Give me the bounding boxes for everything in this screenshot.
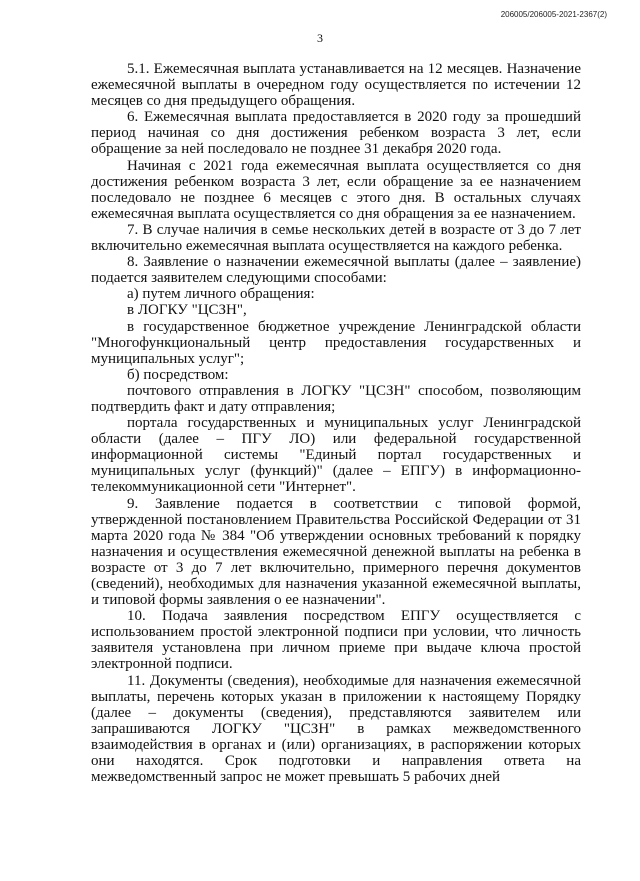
paragraph-8-b-item-2: портала государственных и муниципальных услуг Ленинградской области (далее – ПГУ ЛО) или федеральной государственной информационной системы "Единый портал государственных и муниципальных услуг (функций)" (далее – ЕПГУ) в информационно-телекоммуникационной сети "Интернет". xyxy=(91,415,581,496)
paragraph-5-1: 5.1. Ежемесячная выплата устанавливается на 12 месяцев. Назначение ежемесячной выплаты в очередном году осуществляется по истечении 12 месяцев со дня предыдущего обращения. xyxy=(91,61,581,110)
document-id: 206005/206005-2021-2367(2) xyxy=(500,10,607,19)
paragraph-8-b: б) посредством: xyxy=(127,366,229,383)
paragraph-8-a-item-2: в государственное бюджетное учреждение Ленинградской области "Многофункциональный центр предоставления государственных и муниципальных услуг"; xyxy=(91,318,581,367)
paragraph-8: 8. Заявление о назначении ежемесячной выплаты (далее – заявление) подается заявителем следующими способами: xyxy=(91,254,581,287)
paragraph-9: 9. Заявление подается в соответствии с типовой формой, утвержденной постановлением Правительства Российской Федерации от 31 марта 2020 года № 384 "Об утверждении основных требований к порядку назначения и осуществления ежемесячной денежной выплаты на ребенка в возрасте от 3 до 7 лет включительно, примерного перечня документов (сведений), необходимых для назначения указанной ежемесячной выплаты, и типовой формы заявления о ее назначении". xyxy=(91,495,581,609)
paragraph-8-a: а) путем личного обращения: xyxy=(127,286,315,303)
paragraph-7: 7. В случае наличия в семье нескольких детей в возрасте от 3 до 7 лет включительно ежемесячная выплата осуществляется на каждого ребенка. xyxy=(91,221,581,255)
page-number: 3 xyxy=(317,31,323,45)
paragraph-10: 10. Подача заявления посредством ЕПГУ осуществляется с использованием простой электронной подписи при условии, что личность заявителя установлена при личном приеме при выдаче ключа простой электронной подписи. xyxy=(91,608,581,673)
paragraph-11: 11. Документы (сведения), необходимые для назначения ежемесячной выплаты, перечень которых указан в приложении к настоящему Порядку (далее – документы (сведения), представляются заявителем или запрашиваются ЛОГКУ "ЦСЗН" в рамках межведомственного взаимодействия в органах и (или) организациях, в распоряжении которых они находятся. Срок подготовки и направления ответа на межведомственный запрос не может превышать 5 рабочих дней xyxy=(91,672,581,786)
paragraph-6: 6. Ежемесячная выплата предоставляется в 2020 году за прошедший период начиная со дня достижения ребенком возраста 3 лет, если обращение за ней последовало не позднее 31 декабря 2020 года. xyxy=(91,109,581,158)
paragraph-8-a-item-1: в ЛОГКУ "ЦСЗН", xyxy=(127,302,247,319)
document-body xyxy=(91,61,581,785)
paragraph-6-continued: Начиная с 2021 года ежемесячная выплата осуществляется со дня достижения ребенком возраста 3 лет, если обращение за ее назначением последовало не позднее 6 месяцев с этого дня. В остальных случаях ежемесячная выплата осуществляется со дня обращения за ее назначением. xyxy=(91,157,581,222)
paragraph-8-b-item-1: почтового отправления в ЛОГКУ "ЦСЗН" способом, позволяющим подтвердить факт и дату отправления; xyxy=(91,382,581,415)
